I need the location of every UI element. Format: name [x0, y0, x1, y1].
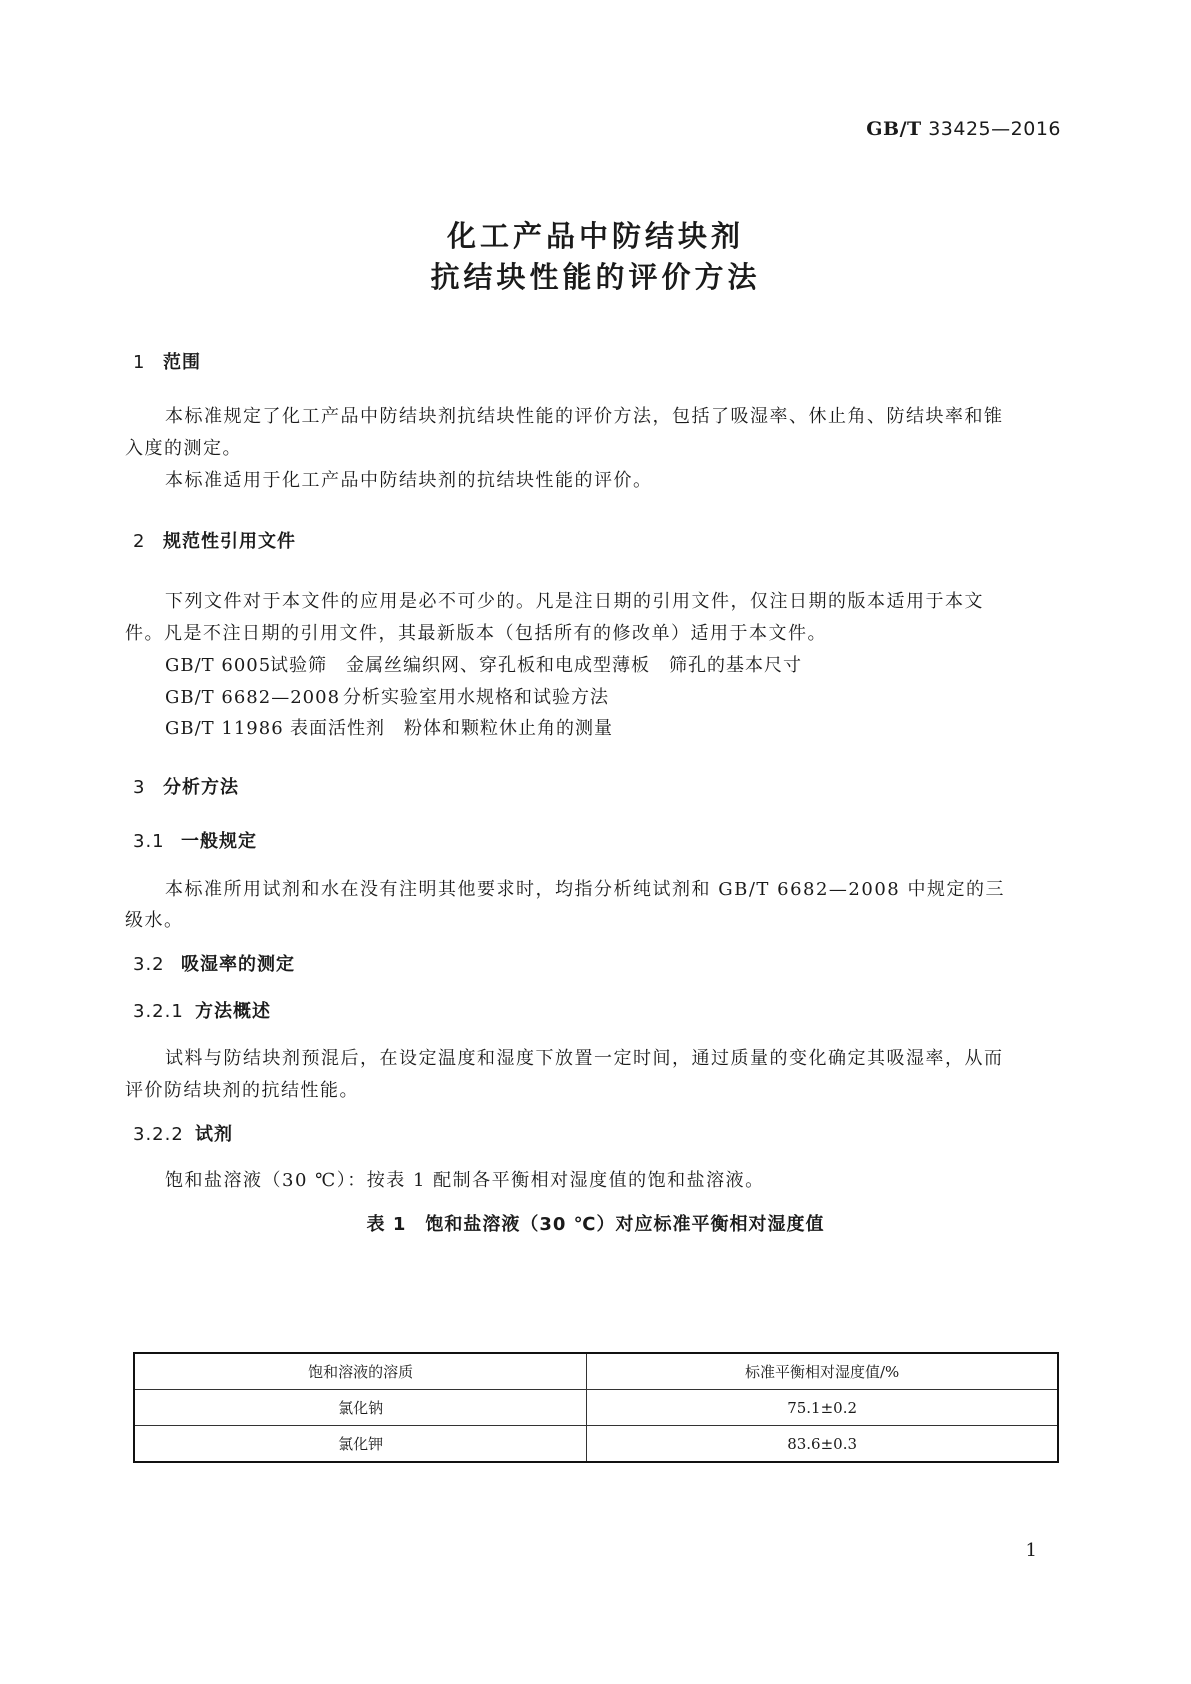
table-row [134, 1426, 1058, 1463]
section-title: 范围 [163, 352, 201, 373]
table-header-row [134, 1353, 1058, 1390]
reference-title: 分析实验室用水规格和试验方法 [343, 687, 609, 708]
table-cell: 氯化钠 [134, 1390, 587, 1426]
section-title: 分析方法 [163, 777, 239, 798]
paragraph: 下列文件对于本文件的应用是必不可少的。凡是注日期的引用文件，仅注日期的版本适用于本文 [165, 591, 984, 612]
normative-reference [165, 651, 802, 677]
standard-number: 33425—2016 [928, 118, 1061, 140]
section-number: 3 [133, 777, 146, 798]
section-3-heading [133, 773, 239, 799]
section-number: 3.1 [133, 831, 165, 852]
reference-title: 试验筛 金属丝编织网、穿孔板和电成型薄板 筛孔的基本尺寸 [270, 655, 802, 676]
section-number: 3.2.2 [133, 1124, 184, 1145]
section-3-1-heading [133, 827, 257, 853]
section-title: 一般规定 [181, 831, 257, 852]
table-cell: 75.1±0.2 [587, 1390, 1058, 1426]
document-title-line2: 抗结块性能的评价方法 [430, 260, 761, 294]
standard-prefix: GB/T [866, 118, 922, 140]
paragraph: 试料与防结块剂预混后，在设定温度和湿度下放置一定时间，通过质量的变化确定其吸湿率，从而 [165, 1048, 1004, 1069]
paragraph-continued: 入度的测定。 [125, 438, 242, 459]
paragraph: 饱和盐溶液（30 ℃）：按表 1 配制各平衡相对湿度值的饱和盐溶液。 [165, 1170, 765, 1191]
reference-code: GB/T 11986 [165, 718, 284, 739]
table-cell: 氯化钾 [134, 1426, 587, 1463]
section-title: 规范性引用文件 [163, 531, 296, 552]
humidity-table [133, 1352, 1059, 1463]
section-3-2-2-heading [133, 1120, 233, 1146]
standard-code [866, 118, 1061, 140]
section-2-heading [133, 527, 296, 553]
paragraph: 本标准规定了化工产品中防结块剂抗结块性能的评价方法，包括了吸湿率、休止角、防结块率和锥 [165, 406, 1004, 427]
paragraph-continued: 级水。 [125, 910, 184, 931]
table-header-cell: 标准平衡相对湿度值/% [587, 1353, 1058, 1390]
section-3-2-1-heading [133, 997, 271, 1023]
section-number: 2 [133, 531, 146, 552]
section-title: 吸湿率的测定 [181, 954, 295, 975]
section-number: 1 [133, 352, 146, 373]
table-caption: 表 1 饱和盐溶液（30 ℃）对应标准平衡相对湿度值 [366, 1214, 825, 1235]
document-title-line1: 化工产品中防结块剂 [446, 219, 744, 253]
paragraph: 本标准所用试剂和水在没有注明其他要求时，均指分析纯试剂和 GB/T 6682—2008 中规定的三 [165, 879, 1005, 900]
table-header-cell: 饱和溶液的溶质 [134, 1353, 587, 1390]
paragraph-continued: 评价防结块剂的抗结性能。 [125, 1080, 359, 1101]
section-number: 3.2.1 [133, 1001, 184, 1022]
paragraph: 本标准适用于化工产品中防结块剂的抗结块性能的评价。 [165, 470, 653, 491]
section-number: 3.2 [133, 954, 165, 975]
normative-reference [165, 683, 609, 709]
section-1-heading [133, 348, 201, 374]
section-title: 试剂 [195, 1124, 233, 1145]
section-title: 方法概述 [195, 1001, 271, 1022]
table-row [134, 1390, 1058, 1426]
reference-code: GB/T 6005 [165, 655, 272, 676]
paragraph-continued: 件。凡是不注日期的引用文件，其最新版本（包括所有的修改单）适用于本文件。 [125, 623, 827, 644]
section-3-2-heading [133, 950, 295, 976]
normative-reference [165, 714, 613, 740]
reference-code: GB/T 6682—2008 [165, 687, 341, 708]
page-number: 1 [1025, 1540, 1037, 1561]
table-cell: 83.6±0.3 [587, 1426, 1058, 1463]
reference-title: 表面活性剂 粉体和颗粒休止角的测量 [290, 718, 613, 739]
